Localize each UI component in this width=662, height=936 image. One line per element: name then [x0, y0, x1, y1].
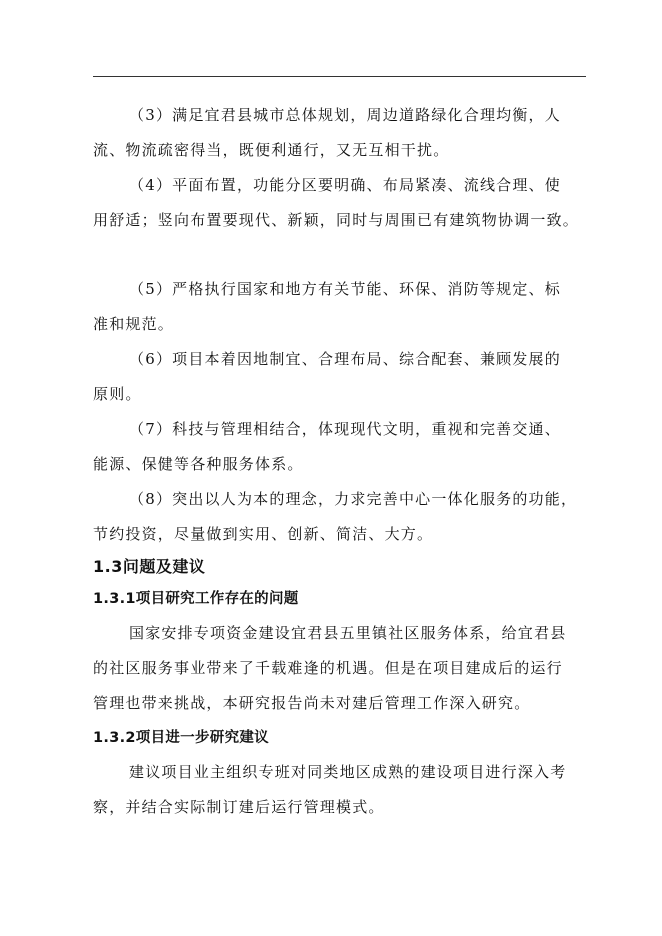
subsection-heading-1-3-1: 1.3.1项目研究工作存在的问题 — [93, 591, 299, 607]
principle-7-line-1: （7）科技与管理相结合，体现现代文明，重视和完善交通、 — [129, 420, 561, 438]
principle-6-line-1: （6）项目本着因地制宜、合理布局、综合配套、兼顾发展的 — [129, 350, 561, 368]
issues-line-3: 管理也带来挑战，本研究报告尚未对建后管理工作深入研究。 — [93, 694, 531, 712]
principle-3-line-2: 流、物流疏密得当，既便利通行，又无互相干扰。 — [93, 141, 450, 159]
principle-4-line-1: （4）平面布置，功能分区要明确、布局紧凑、流线合理、使 — [129, 176, 561, 194]
principle-7-line-2: 能源、保健等各种服务体系。 — [93, 455, 304, 473]
issues-paragraph — [93, 616, 586, 721]
subsection-heading-1-3-2: 1.3.2项目进一步研究建议 — [93, 730, 269, 746]
principle-8-line-1: （8）突出以人为本的理念，力求完善中心一体化服务的功能， — [129, 490, 578, 508]
principle-item-5 — [93, 272, 586, 342]
header-rule — [93, 76, 586, 77]
suggestion-line-1: 建议项目业主组织专班对同类地区成熟的建设项目进行深入考 — [129, 763, 567, 781]
principle-item-7 — [93, 412, 586, 482]
issues-line-1: 国家安排专项资金建设宜君县五里镇社区服务体系，给宜君县 — [129, 624, 567, 642]
suggestion-paragraph — [93, 755, 586, 825]
principle-item-6 — [93, 342, 586, 412]
principle-5-line-2: 准和规范。 — [93, 315, 175, 333]
principle-4-line-2: 用舒适；竖向布置要现代、新颖，同时与周围已有建筑物协调一致。 — [93, 211, 580, 229]
document-body — [93, 98, 586, 825]
principle-5-line-1: （5）严格执行国家和地方有关节能、环保、消防等规定、标 — [129, 280, 561, 298]
paragraph-gap — [93, 238, 586, 272]
principle-8-line-2: 节约投资，尽量做到实用、创新、简洁、大方。 — [93, 525, 434, 543]
principle-item-3 — [93, 98, 586, 168]
suggestion-line-2: 察，并结合实际制订建后运行管理模式。 — [93, 798, 385, 816]
principle-6-line-2: 原则。 — [93, 385, 142, 403]
section-heading-1-3: 1.3问题及建议 — [93, 557, 206, 576]
principle-item-8 — [93, 482, 586, 552]
issues-line-2: 的社区服务事业带来了千载难逢的机遇。但是在项目建成后的运行 — [93, 659, 563, 677]
principle-item-4 — [93, 168, 586, 238]
principle-3-line-1: （3）满足宜君县城市总体规划，周边道路绿化合理均衡，人 — [129, 106, 561, 124]
